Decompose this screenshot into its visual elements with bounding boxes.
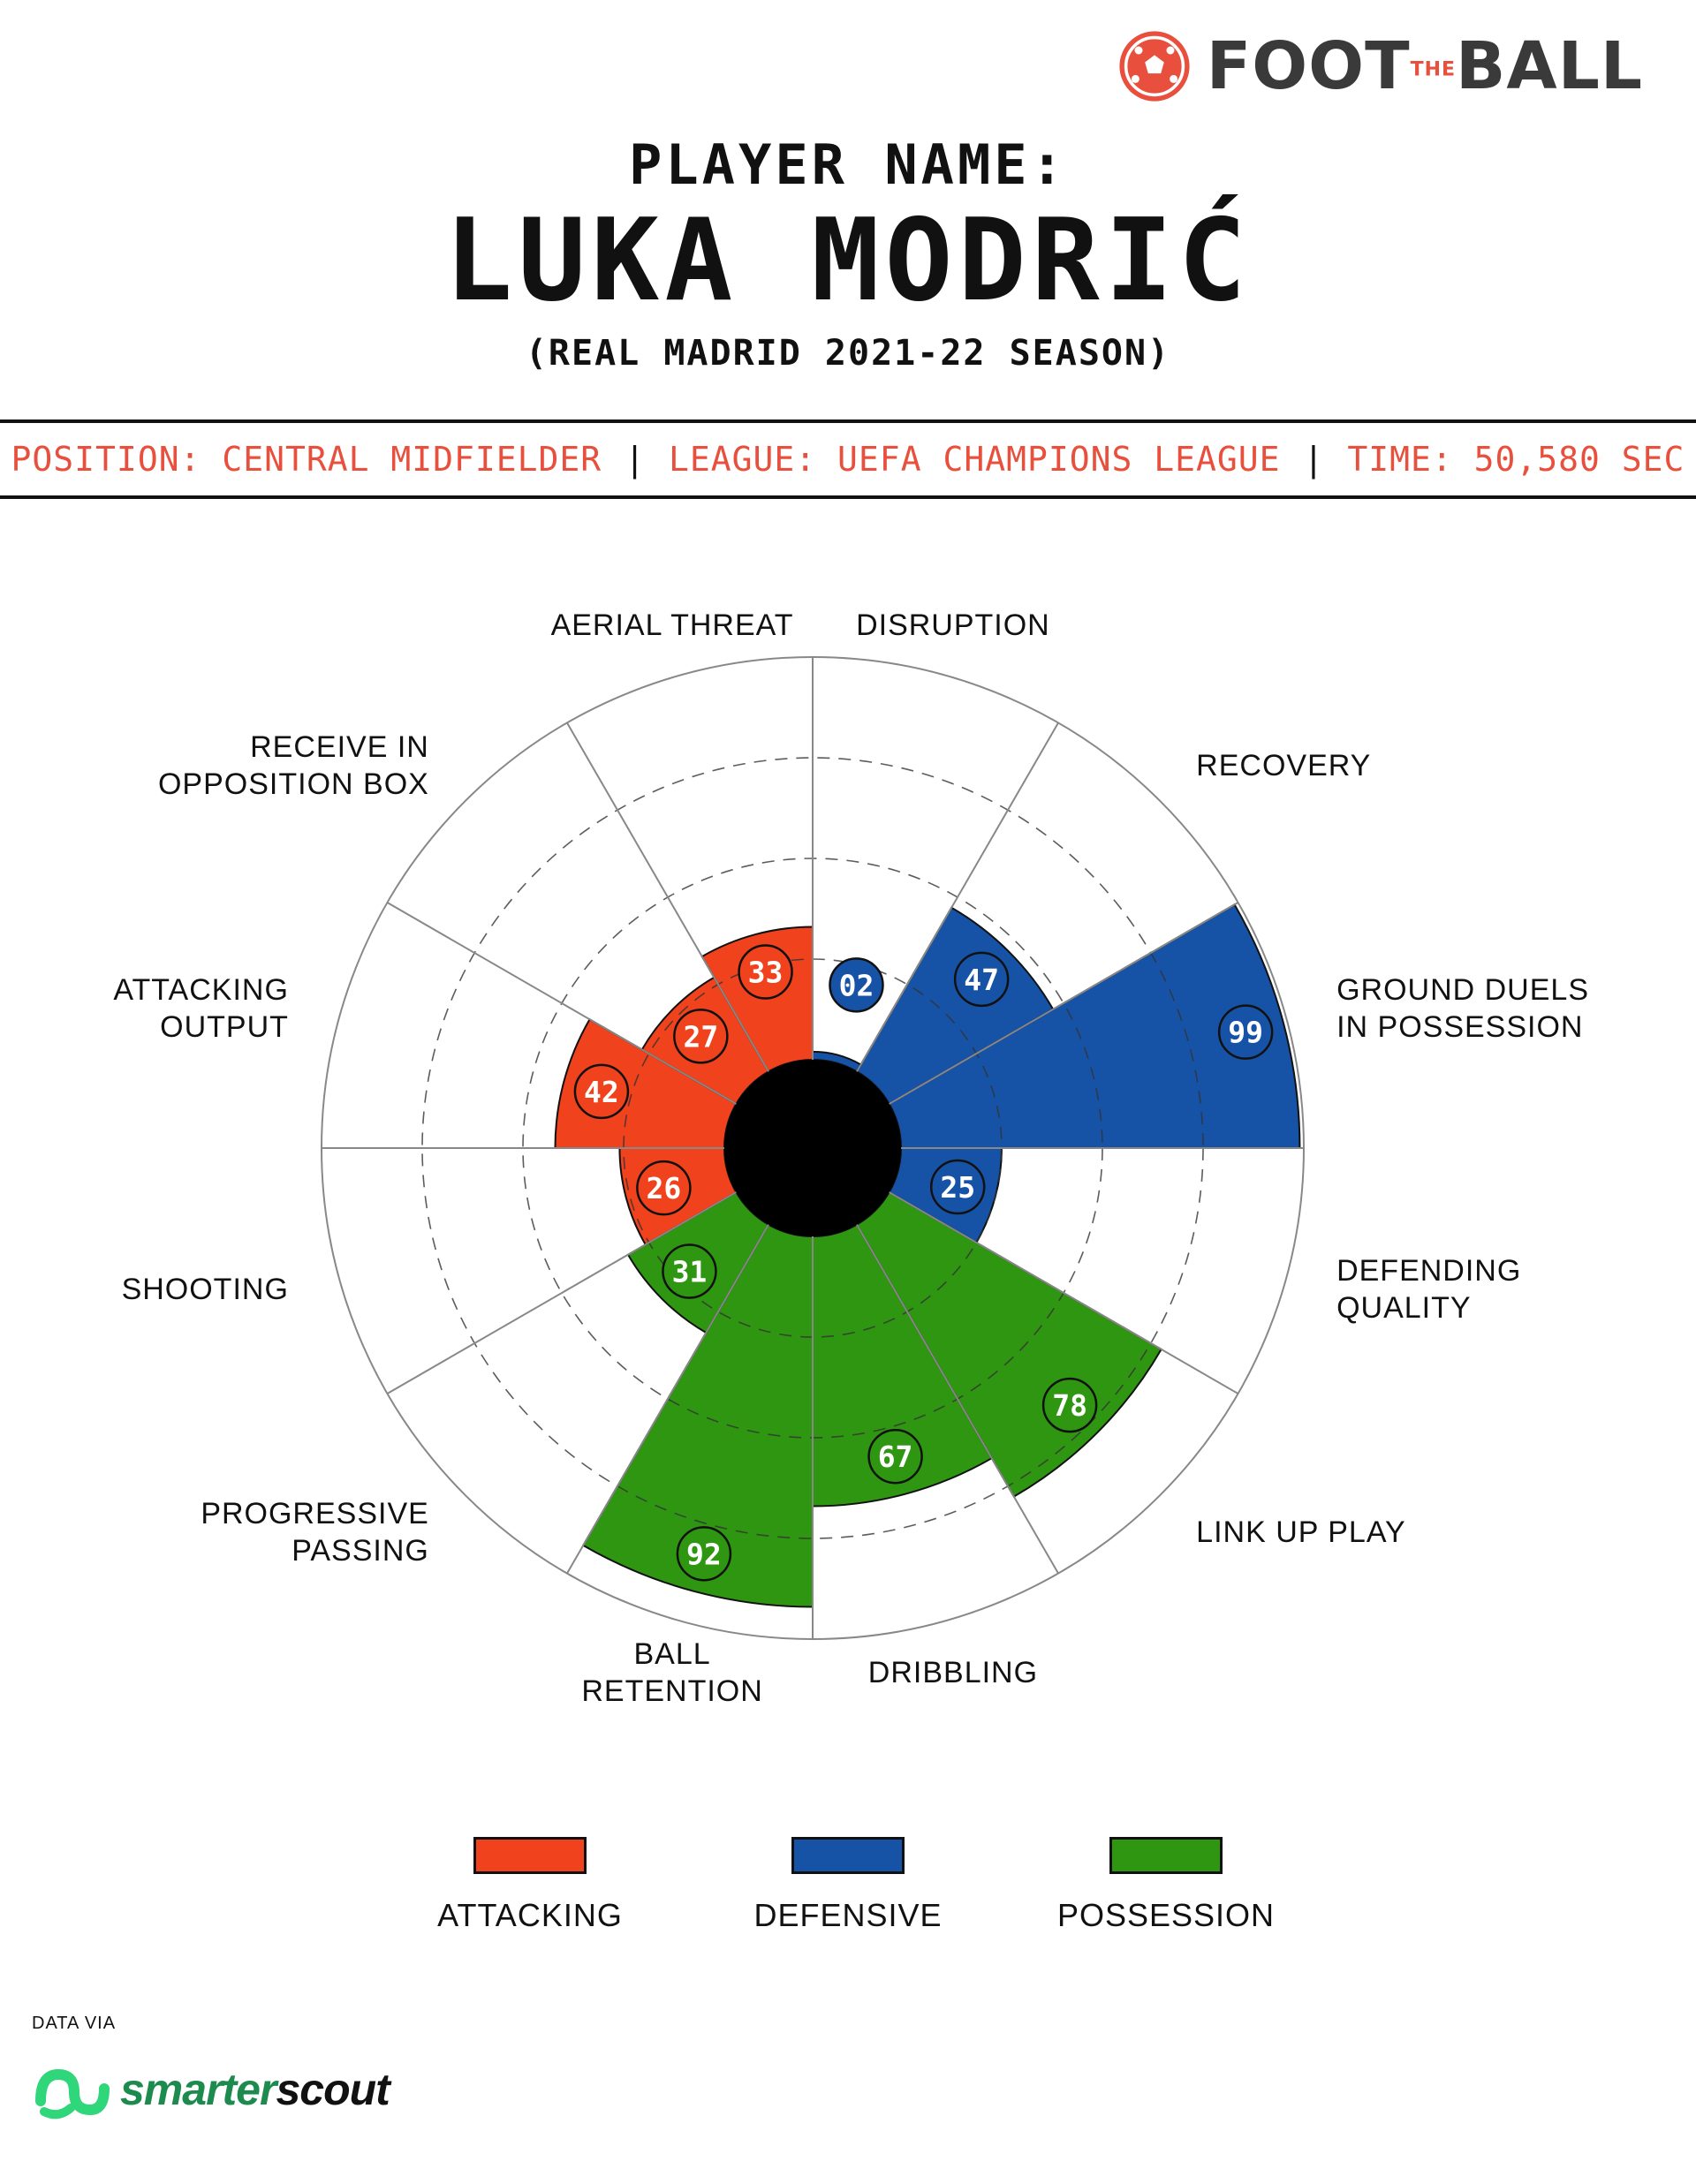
value-label: 33 bbox=[747, 955, 784, 990]
category-label: DISRUPTION bbox=[856, 608, 1050, 642]
legend-label: POSSESSION bbox=[1056, 1897, 1276, 1933]
category-label: QUALITY bbox=[1336, 1290, 1472, 1325]
category-label: LINK UP PLAY bbox=[1196, 1515, 1406, 1550]
legend-swatch-defensive bbox=[791, 1837, 905, 1874]
legend-swatch-possession bbox=[1109, 1837, 1223, 1874]
value-label: 42 bbox=[584, 1074, 619, 1109]
category-label: ATTACKING bbox=[113, 973, 289, 1008]
legend-label: ATTACKING bbox=[437, 1897, 623, 1933]
brand-name: FOOTTHEBALL bbox=[1206, 28, 1643, 104]
source-logo bbox=[32, 2057, 390, 2122]
category-label: RECEIVE IN bbox=[250, 729, 429, 764]
category-label: BALL bbox=[633, 1637, 711, 1672]
brand-logo bbox=[1115, 26, 1643, 106]
value-label: 31 bbox=[671, 1254, 708, 1289]
player-name: LUKA MODRIĆ bbox=[444, 195, 1252, 327]
smarterscout-icon bbox=[32, 2057, 111, 2122]
legend-item-possession bbox=[1056, 1837, 1276, 1934]
category-label: PROGRESSIVE bbox=[201, 1497, 429, 1531]
value-label: 27 bbox=[683, 1019, 719, 1054]
value-label: 02 bbox=[838, 968, 874, 1003]
value-label: 92 bbox=[686, 1537, 722, 1572]
title-block bbox=[0, 132, 1696, 374]
info-separator: | bbox=[1303, 440, 1325, 479]
position-info: POSITION: CENTRAL MIDFIELDER bbox=[11, 440, 602, 479]
value-label: 47 bbox=[964, 962, 1000, 997]
info-bar bbox=[0, 419, 1696, 499]
value-label: 99 bbox=[1228, 1015, 1264, 1050]
legend-swatch-attacking bbox=[473, 1837, 587, 1874]
value-label: 78 bbox=[1052, 1388, 1087, 1424]
info-separator: | bbox=[625, 440, 647, 479]
title-label: PLAYER NAME: bbox=[629, 132, 1067, 197]
source-label: DATA VIA bbox=[32, 2014, 117, 2033]
category-label: DRIBBLING bbox=[867, 1656, 1039, 1690]
category-label: AERIAL THREAT bbox=[550, 608, 794, 642]
polar-chart bbox=[0, 530, 1696, 1749]
legend-item-defensive bbox=[746, 1837, 950, 1934]
data-source bbox=[32, 2014, 390, 2122]
category-label: PASSING bbox=[292, 1534, 429, 1568]
value-label: 26 bbox=[646, 1171, 682, 1206]
source-name: smarterscout bbox=[120, 2065, 390, 2114]
league-info: LEAGUE: UEFA CHAMPIONS LEAGUE bbox=[669, 440, 1281, 479]
chart-center bbox=[724, 1060, 901, 1236]
category-label: RECOVERY bbox=[1196, 748, 1372, 782]
time-info: TIME: 50,580 SEC bbox=[1347, 440, 1685, 479]
value-label: 25 bbox=[940, 1169, 976, 1205]
category-label: GROUND DUELS bbox=[1336, 973, 1590, 1008]
category-label: IN POSSESSION bbox=[1336, 1010, 1584, 1045]
season-subtitle: (REAL MADRID 2021-22 SEASON) bbox=[525, 333, 1171, 374]
legend-item-attacking bbox=[428, 1837, 632, 1934]
legend bbox=[0, 1837, 1696, 1934]
value-label: 67 bbox=[877, 1440, 913, 1475]
category-label: OPPOSITION BOX bbox=[157, 767, 429, 801]
legend-label: DEFENSIVE bbox=[753, 1897, 943, 1933]
football-icon bbox=[1115, 26, 1194, 106]
category-label: OUTPUT bbox=[160, 1010, 289, 1045]
category-label: RETENTION bbox=[581, 1674, 763, 1709]
category-label: SHOOTING bbox=[121, 1272, 289, 1306]
category-label: DEFENDING bbox=[1336, 1253, 1522, 1288]
